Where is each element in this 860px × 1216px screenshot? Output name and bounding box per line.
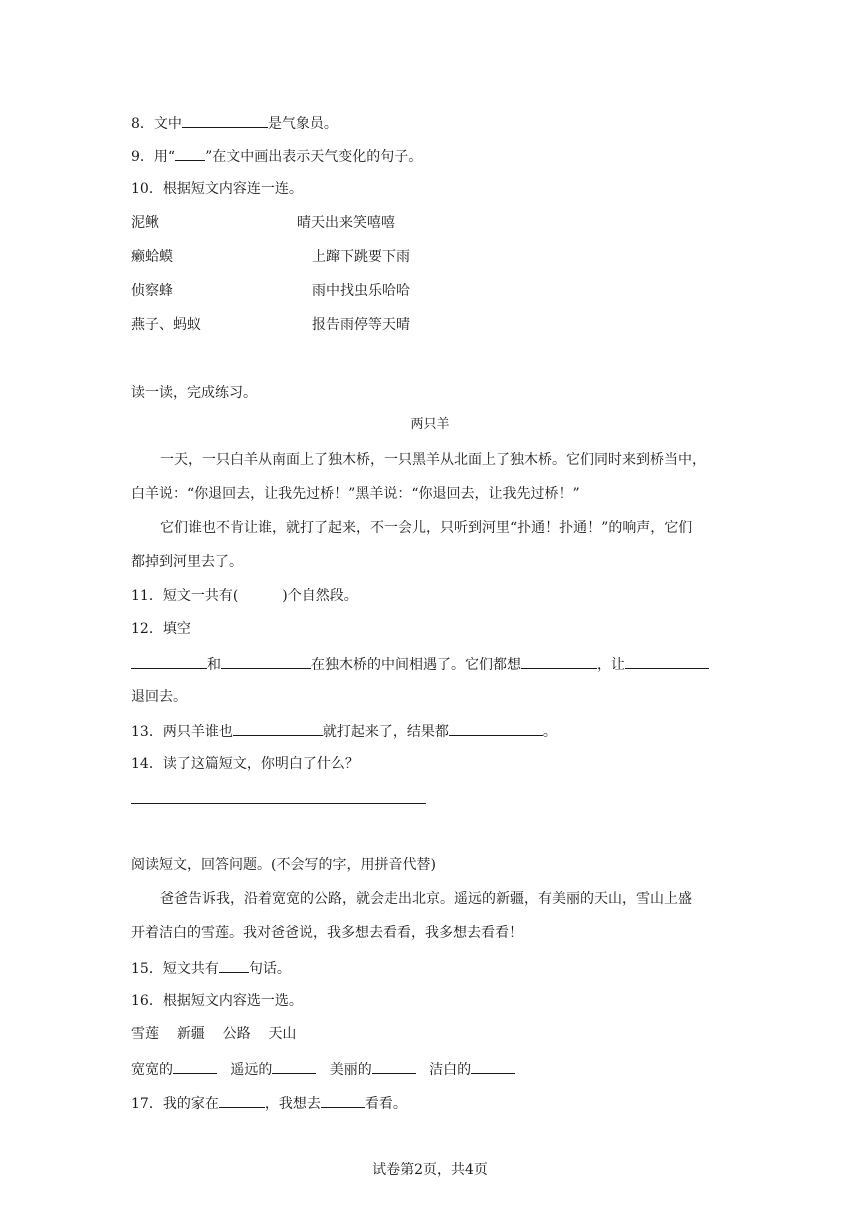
match-left-item[interactable]: 泥鳅 xyxy=(131,215,159,231)
match-right-item[interactable]: 报告雨停等天晴 xyxy=(312,317,410,333)
q13-suffix: 。 xyxy=(542,724,557,740)
question-8 xyxy=(131,112,338,134)
option-word: 雪莲 xyxy=(131,1026,159,1042)
question-13 xyxy=(131,720,557,742)
match-left-item[interactable]: 癞蛤蟆 xyxy=(131,249,173,265)
match-right-item[interactable]: 晴天出来笑嘻嘻 xyxy=(297,215,395,231)
answer-blank[interactable] xyxy=(173,1058,217,1074)
q16-label: 美丽的 xyxy=(329,1062,372,1078)
q15-prefix: 15．短文共有 xyxy=(131,961,219,977)
question-17 xyxy=(131,1092,407,1114)
passage-line: 都掉到河里去了。 xyxy=(131,554,243,570)
option-word: 新疆 xyxy=(176,1026,205,1042)
passage-line: 白羊说：“你退回去，让我先过桥！”黑羊说：“你退回去，让我先过桥！” xyxy=(131,486,580,502)
question-14: 14．读了这篇短文，你明白了什么？ xyxy=(131,756,359,772)
answer-line[interactable] xyxy=(131,803,426,804)
section-intro: 阅读短文，回答问题。(不会写的字，用拼音代替) xyxy=(131,857,436,873)
passage-line: 开着洁白的雪莲。我对爸爸说，我多想去看看，我多想去看看！ xyxy=(131,925,523,941)
match-left-item[interactable]: 燕子、蚂蚁 xyxy=(131,317,201,333)
option-word: 天山 xyxy=(268,1026,297,1042)
passage-line: 它们谁也不肯让谁，就打了起来，不一会儿，只听到河里“扑通！扑通！”的响声，它们 xyxy=(160,520,693,536)
answer-blank[interactable] xyxy=(233,720,323,736)
match-right-item[interactable]: 雨中找虫乐哈哈 xyxy=(312,283,410,299)
q15-suffix: 句话。 xyxy=(248,961,291,977)
q12-text: 在独木桥的中间相遇了。它们都想 xyxy=(311,657,521,673)
q11-suffix: )个自然段。 xyxy=(282,588,358,604)
answer-blank[interactable] xyxy=(272,1058,316,1074)
option-word: 公路 xyxy=(222,1026,251,1042)
answer-blank[interactable] xyxy=(321,1092,365,1108)
q8-suffix: 是气象员。 xyxy=(267,116,338,132)
question-9 xyxy=(131,145,422,167)
q8-prefix: 8．文中 xyxy=(131,116,182,132)
q12-text: ，让 xyxy=(597,657,625,673)
q16-label: 遥远的 xyxy=(230,1062,273,1078)
question-15 xyxy=(131,957,291,979)
answer-blank[interactable] xyxy=(471,1058,515,1074)
answer-blank[interactable] xyxy=(372,1058,416,1074)
question-11 xyxy=(131,586,358,606)
q17-middle: ，我想去 xyxy=(264,1096,321,1112)
answer-blank[interactable] xyxy=(219,957,249,973)
question-12-title: 12．填空 xyxy=(131,621,191,637)
passage-line: 一天，一只白羊从南面上了独木桥，一只黑羊从北面上了独木桥。它们同时来到桥当中， xyxy=(160,452,706,468)
answer-blank[interactable] xyxy=(449,720,543,736)
answer-blank[interactable] xyxy=(625,653,709,669)
q16-options xyxy=(131,1024,296,1044)
answer-blank[interactable] xyxy=(521,653,597,669)
question-16: 16．根据短文内容选一选。 xyxy=(131,993,303,1009)
section-intro: 读一读，完成练习。 xyxy=(131,385,257,401)
match-right-item[interactable]: 上蹿下跳要下雨 xyxy=(312,249,410,265)
q13-middle: 就打起来了，结果都 xyxy=(322,724,449,740)
underline-sample xyxy=(175,145,205,161)
question-10: 10．根据短文内容连一连。 xyxy=(131,181,303,197)
question-12-end: 退回去。 xyxy=(131,689,187,705)
q17-prefix: 17．我的家在 xyxy=(131,1096,219,1112)
q12-text: 和 xyxy=(207,657,221,673)
q16-label: 洁白的 xyxy=(429,1062,472,1078)
passage-title: 两只羊 xyxy=(410,417,450,432)
match-left-item[interactable]: 侦察蜂 xyxy=(131,283,173,299)
q9-prefix: 9．用“ xyxy=(131,149,176,165)
answer-blank[interactable] xyxy=(221,653,311,669)
passage-line: 爸爸告诉我，沿着宽宽的公路，就会走出北京。遥远的新疆，有美丽的天山，雪山上盛 xyxy=(160,891,692,907)
q17-suffix: 看看。 xyxy=(364,1096,407,1112)
q9-suffix: ”在文中画出表示天气变化的句子。 xyxy=(205,149,423,165)
answer-blank[interactable] xyxy=(182,112,268,128)
q16-label: 宽宽的 xyxy=(131,1062,173,1078)
answer-blank[interactable] xyxy=(219,1092,265,1108)
q16-blanks xyxy=(131,1058,515,1080)
question-12-body xyxy=(131,653,709,675)
answer-blank[interactable] xyxy=(131,653,207,669)
page-footer: 试卷第2页，共4页 xyxy=(372,1162,488,1178)
q11-prefix: 11．短文一共有( xyxy=(131,588,239,604)
q13-prefix: 13．两只羊谁也 xyxy=(131,724,233,740)
